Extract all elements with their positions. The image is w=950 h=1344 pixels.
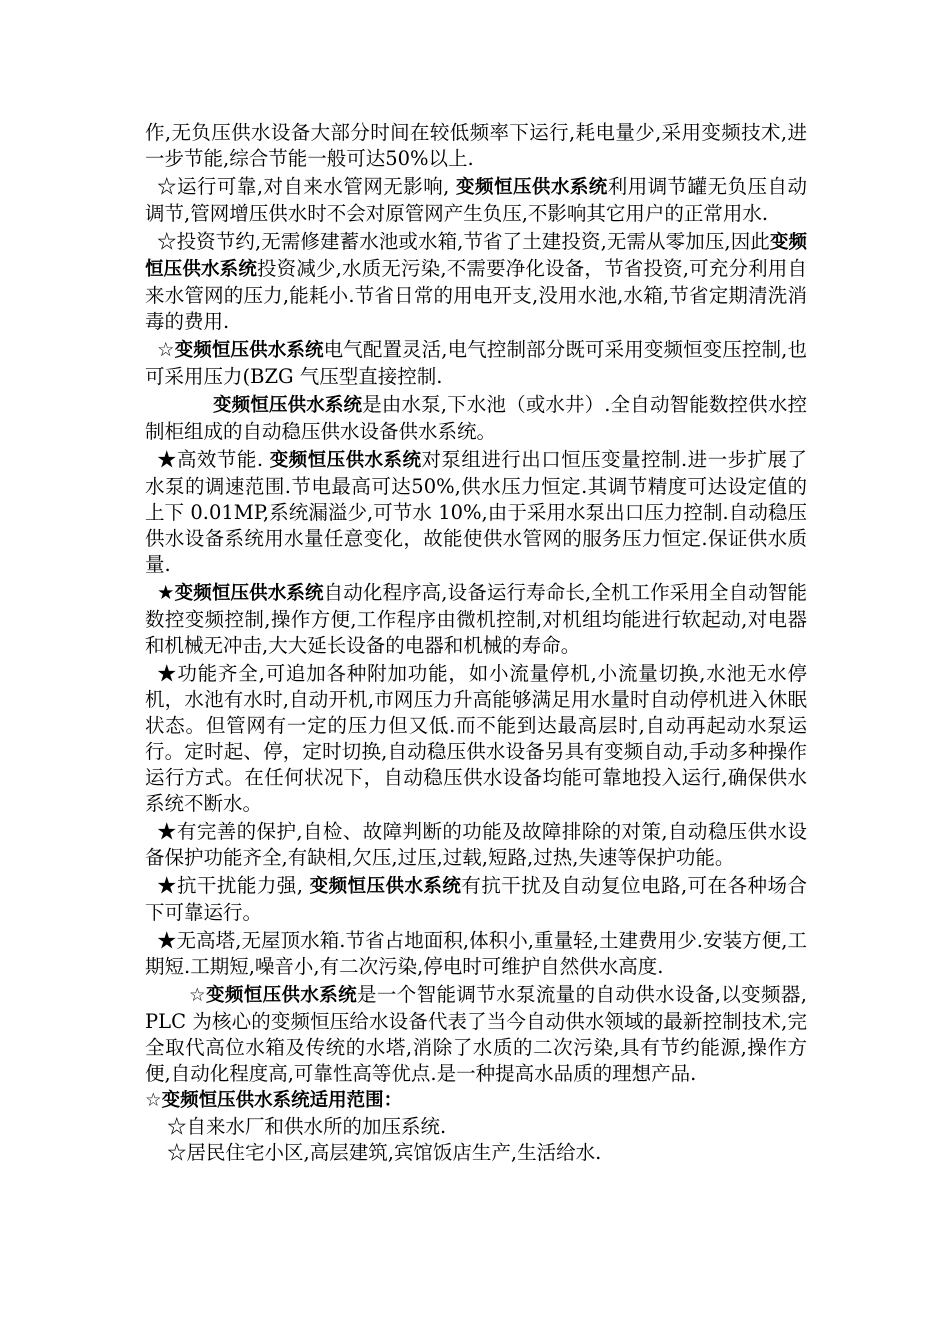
paragraph-text: ★无高塔,无屋顶水箱.节省占地面积,体积小,重量轻,土建费用少.安装方便,工期短.工期短,噪音小,有二次污染,停电时可维护自然供水高度. — [145, 929, 807, 978]
section-title: ☆变频恒压供水系统适用范围： — [145, 1090, 403, 1111]
paragraph-electrical-config — [145, 337, 807, 390]
paragraph-high-efficiency — [145, 447, 807, 578]
paragraph-investment-saving — [145, 229, 807, 335]
paragraph-energy-saving-continued — [145, 120, 807, 172]
bold-system-name: 变频恒压供水系统 — [456, 177, 608, 198]
paragraph-no-tower — [145, 928, 807, 980]
scope-item-waterworks — [145, 1114, 807, 1140]
paragraph-text: ★ — [157, 581, 175, 604]
paragraph-text: 作,无负压供水设备大部分时间在较低频率下运行,耗电量少,采用变频技术,进一步节能,综合节能一般可达50%以上. — [145, 121, 807, 170]
bold-system-name: 变频恒压供水系统 — [174, 583, 324, 604]
scope-item-residential — [145, 1140, 807, 1166]
paragraph-text: ☆运行可靠,对自来水管网无影响, — [157, 175, 457, 198]
paragraph-text: ☆ — [157, 338, 175, 361]
paragraph-intelligent-device — [145, 982, 807, 1087]
paragraph-text: ★抗干扰能力强, — [157, 874, 310, 897]
paragraph-text: 利用调节罐无负压自动调节,管网增压供水时不会对原管网产生负压,不影响其它用户的正常用水. — [145, 175, 807, 225]
paragraph-full-features — [145, 661, 807, 817]
paragraph-text: 电气配置灵活,电气控制部分既可采用变频恒变压控制,也可采用压力(BZG 气压型直接控制. — [145, 338, 807, 388]
paragraph-system-composition — [145, 392, 807, 445]
paragraph-text: ★有完善的保护,自检、故障判断的功能及故障排除的对策,自动稳压供水设备保护功能齐全,有缺相,欠压,过压,过载,短路,过热,失速等保护功能。 — [145, 820, 807, 869]
paragraph-text: ★功能齐全,可追加各种附加功能，如小流量停机,小流量切换,水池无水停机，水池有水时,自动开机,市网压力升高能够满足用水量时自动停机进入休眠状态。但管网有一定的压力但又低.而不能到达最高层时,自动再起动水泵运行。定时起、停，定时切换,自动稳压供水设备另具有变频自动,手动多种操作运行方式。在任何状况下，自动稳压供水设备均能可靠地投入运行,确保供水系统不断水。 — [145, 662, 807, 815]
section-title-scope — [145, 1087, 807, 1114]
bold-system-name: 变频恒压供水系统 — [174, 340, 324, 361]
paragraph-text: 有抗干扰及自动复位电路,可在各种场合下可靠运行。 — [145, 874, 807, 924]
paragraph-text: 是一个智能调节水泵流量的自动供水设备,以变频器,PLC 为核心的变频恒压给水设备代表了当今自动供水领域的最新控制技术,完全取代高位水箱及传统的水塔,消除了水质的二次污染,具有节约能源,操作方便,自动化程度高,可靠性高等优点.是一种提高水品质的理想产品. — [145, 983, 807, 1085]
paragraph-protection — [145, 819, 807, 871]
paragraph-text: 是由水泵,下水池（或水井）.全自动智能数控供水控制柜组成的自动稳压供水设备供水系统。 — [145, 393, 807, 443]
paragraph-text: 自动化程序高,设备运行寿命长,全机工作采用全自动智能数控变频控制,操作方便,工作程序由微机控制,对机组均能进行软起动,对电器和机械无冲击,大大延长设备的电器和机械的寿命。 — [145, 581, 807, 657]
bold-system-name: 变频恒压供水系统 — [213, 395, 363, 416]
paragraph-text: ★高效节能. — [157, 448, 270, 471]
paragraph-text: 投资减少,水质无污染,不需要净化设备，节省投资,可充分利用自来水管网的压力,能耗小.节省日常的用电开支,没用水池,水箱,节省定期清洗消毒的费用. — [145, 257, 807, 333]
bold-system-name: 变频恒压供水系统 — [269, 450, 422, 471]
paragraph-reliable-operation — [145, 174, 807, 227]
list-item: ☆自来水厂和供水所的加压系统. — [167, 1115, 447, 1138]
bold-system-name: 变频恒压供水系统 — [145, 232, 807, 280]
list-item: ☆居民住宅小区,高层建筑,宾馆饭店生产,生活给水. — [167, 1141, 602, 1164]
bold-system-name: ☆变频恒压供水系统 — [189, 985, 357, 1006]
document-body — [145, 120, 807, 1166]
bold-system-name: 变频恒压供水系统 — [309, 876, 462, 897]
paragraph-text: 对泵组进行出口恒压变量控制.进一步扩展了水泵的调速范围.节电最高可达50%,供水压力恒定.其调节精度可达设定值的上下 0.01MP,系统漏溢少,可节水 10%,由于采用水泵出口压力控制.自动稳压供水设备系统用水量任意变化，故能使供水管网的服务压力恒定.保证供水质量. — [145, 448, 807, 576]
paragraph-text: ☆投资节约,无需修建蓄水池或水箱,节省了土建投资,无需从零加压,因此 — [157, 230, 770, 253]
paragraph-anti-interference — [145, 873, 807, 926]
paragraph-automation — [145, 580, 807, 659]
